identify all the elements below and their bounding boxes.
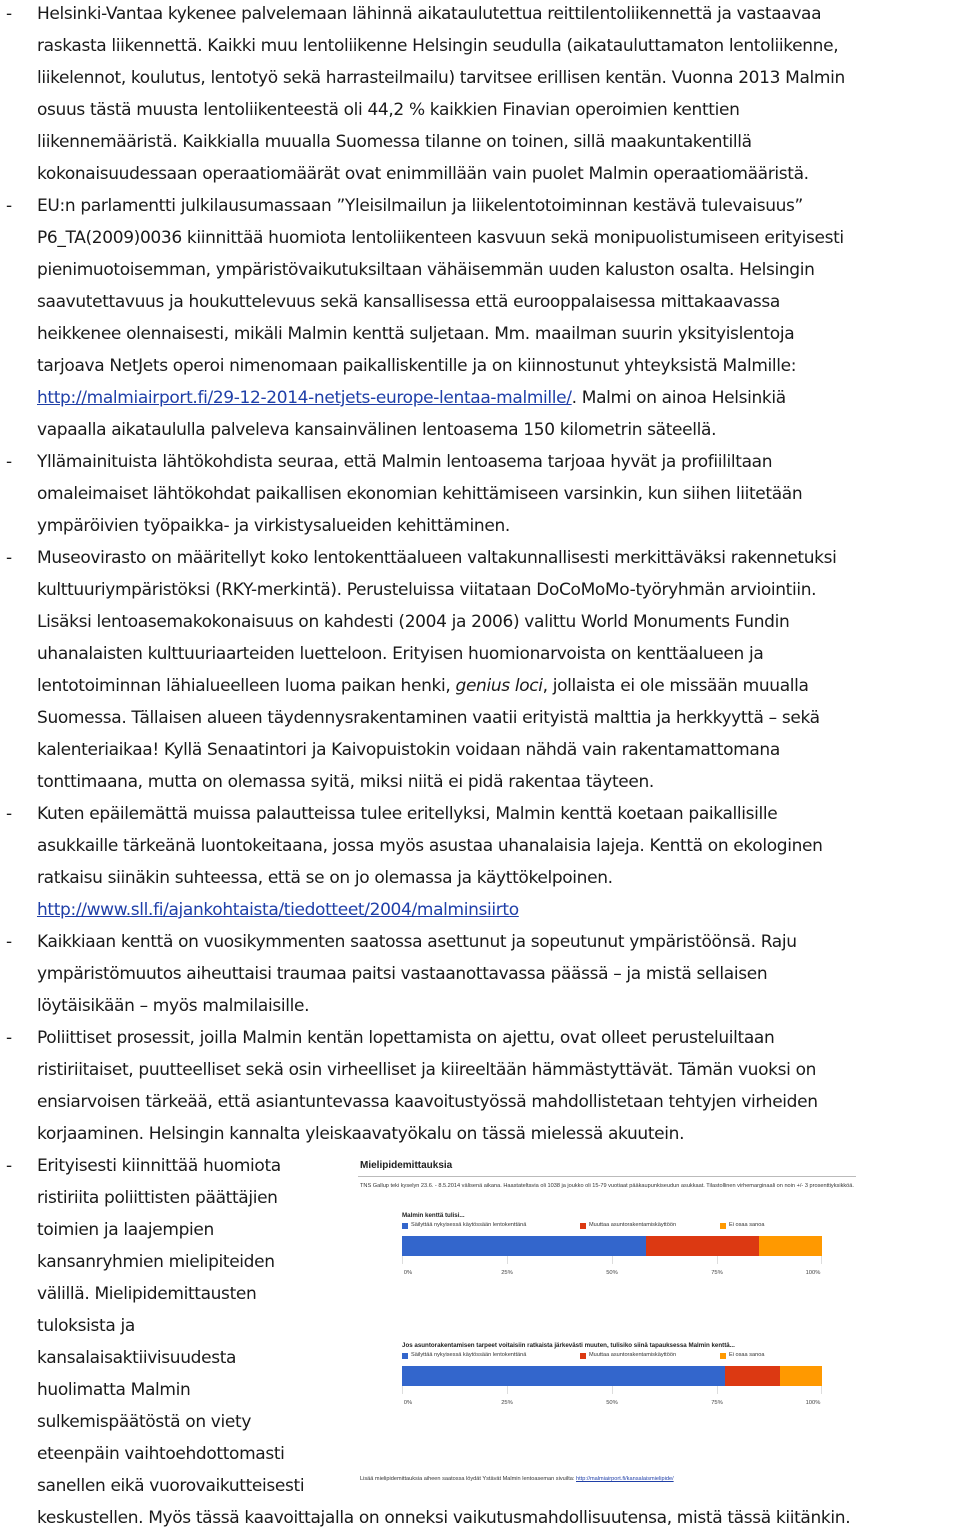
bullet-dash: - <box>6 804 13 824</box>
text-line: Erityisesti kiinnittää huomiota <box>37 1156 281 1176</box>
bullet-dash: - <box>6 1028 13 1048</box>
text-line: osuus tästä muusta lentoliikenteestä oli 44,2 % kaikkien Finavian operoimien kenttien <box>37 100 740 120</box>
bullet-dash: - <box>6 4 13 24</box>
bar-segment <box>402 1236 646 1256</box>
legend-label: Muuttaa asuntorakentamiskäyttöön <box>589 1352 677 1358</box>
bullet-dash: - <box>6 1156 13 1176</box>
legend-label: Muuttaa asuntorakentamiskäyttöön <box>589 1222 677 1228</box>
text-line: löytäisikään – myös malmilaisille. <box>37 996 310 1016</box>
text-line: kulttuuriympäristöksi (RKY-merkintä). Perusteluissa viitataan DoCoMoMo-työryhmän arviointiin. <box>37 580 817 600</box>
text-line: ristiriita poliittisten päättäjien <box>37 1188 278 1208</box>
text-line: huolimatta Malmin <box>37 1380 191 1400</box>
text-fragment: lentotoiminnan lähialueelleen luoma paikan henki, <box>37 676 456 696</box>
bar-segment <box>646 1236 759 1256</box>
text-line: P6_TA(2009)0036 kiinnittää huomiota lentoliikenteen kasvuun sekä monipuolistumiseen erityisesti <box>37 228 844 248</box>
text-line: kansalaisaktiivisuudesta <box>37 1348 237 1368</box>
text-line: Lisäksi lentoasemakokonaisuus on kahdesti (2004 ja 2006) valittu World Monuments Fundin <box>37 612 790 632</box>
chart-title: Malmin kenttä tulisi... <box>402 1212 465 1219</box>
figure-footer-link[interactable]: http://malmiairport.fi/kansalaismielipide/ <box>576 1476 674 1482</box>
text-line: kokonaisuudessaan operaatiomäärät ovat enimmillään vain puolet Malmin operaatiomääristä. <box>37 164 809 184</box>
legend-label: Säilyttää nykyisessä käytössään lentokenttänä <box>411 1352 527 1358</box>
text-line: kansanryhmien mielipiteiden <box>37 1252 275 1272</box>
tick-label: 50% <box>606 1400 618 1406</box>
text-line: Kaikkiaan kenttä on vuosikymmenten saatossa asettunut ja sopeutunut ympäristöönsä. Raju <box>37 932 797 952</box>
text-line: tarjoava NetJets operoi nimenomaan paikalliskentille ja on kiinnostunut yhteyksistä Malmille: <box>37 356 797 376</box>
legend-swatch <box>720 1223 726 1229</box>
chart-plot-area <box>402 1236 822 1268</box>
text-line: Suomessa. Tällaisen alueen täydennysrakentaminen vaatii erityistä malttia ja herkkyyttä – sekä <box>37 708 820 728</box>
tick-label: 25% <box>501 1400 513 1406</box>
tick-label: 25% <box>501 1270 513 1276</box>
text-line: liikennemääristä. Kaikkialla muualla Suomessa tilanne on toinen, sillä maakuntakentillä <box>37 132 752 152</box>
legend-label: Säilyttää nykyisessä käytössään lentokenttänä <box>411 1222 527 1228</box>
italic-phrase: genius loci <box>455 676 543 696</box>
text-line <box>37 675 809 697</box>
text-line: pienimuotoisemman, ympäristövaikutuksiltaan vähäisemmän uuden kaluston osalta. Helsingin <box>37 260 815 280</box>
text-line: ympäröivien työpaikka- ja virkistysalueiden kehittäminen. <box>37 516 510 536</box>
legend-swatch <box>720 1353 726 1359</box>
legend-swatch <box>580 1353 586 1359</box>
tick-label: 100% <box>805 1270 821 1276</box>
hyperlink[interactable]: http://malmiairport.fi/29-12-2014-netjets-europe-lentaa-malmille/ <box>37 388 572 408</box>
figure-note: TNS Gallup teki kyselyn 23.6. - 8.5.2014 välisenä aikana. Haastateltavia oli 1038 ja joukko oli 15-79 vuotiaat pääkaupunkiseudun asukkaat. Tilastollinen virhemarginaali on noin +/- 3 prosenttiyksikköä. <box>360 1183 854 1189</box>
text-line: Yllämainituista lähtökohdista seuraa, että Malmin lentoasema tarjoaa hyvät ja profiililtaan <box>37 452 773 472</box>
figure-divider <box>358 1176 856 1177</box>
text-line <box>37 899 519 921</box>
bar-segment <box>725 1366 780 1386</box>
text-line: ensiarvoisen tärkeää, että asiantuntevassa kaavoitustyössä mahdollistetaan tehtyjen virheiden <box>37 1092 818 1112</box>
figure-footer <box>360 1476 674 1482</box>
legend-swatch <box>580 1223 586 1229</box>
x-axis <box>402 1270 822 1280</box>
bar-segment <box>402 1366 725 1386</box>
text-line <box>37 387 786 409</box>
bar-segment <box>780 1366 822 1386</box>
text-line: heikkenee olennaisesti, mikäli Malmin kenttä suljetaan. Mm. maailman suurin yksityislentoja <box>37 324 795 344</box>
text-line: saavutettavuus ja houkuttelevuus sekä kansallisessa että eurooppalaisessa mittakaavassa <box>37 292 780 312</box>
figure-footer-text: Lisää mielipidemittauksia aiheen saatossa löydät Ystävät Malmin lentoaseman sivuilta: <box>360 1476 576 1482</box>
bullet-dash: - <box>6 932 13 952</box>
chart-title: Jos asuntorakentamisen tarpeet voitaisiin ratkaista järkevästi muuten, tulisiko siinä tapauksessa Malmin kenttä... <box>402 1342 735 1349</box>
legend-swatch <box>402 1353 408 1359</box>
tick-label: 75% <box>711 1400 723 1406</box>
chart-plot-area <box>402 1366 822 1398</box>
bullet-dash: - <box>6 548 13 568</box>
opinion-poll-figure <box>358 1160 856 1492</box>
text-line: ristiriitaiset, puutteelliset sekä osin virheelliset ja kiireeltään hämmästyttävät. Tämän vuoksi on <box>37 1060 817 1080</box>
text-line: raskasta liikennettä. Kaikki muu lentoliikenne Helsingin seudulla (aikatauluttamaton lentoliikenne, <box>37 36 839 56</box>
legend-label: Ei osaa sanoa <box>729 1222 765 1228</box>
text-fragment: , jollaista ei ole missään muualla <box>542 676 809 696</box>
text-line: omaleimaiset lähtökohdat paikallisen ekonomian kehittämiseen varsinkin, kun siihen liitetään <box>37 484 803 504</box>
text-line: eteenpäin vaihtoehdottomasti <box>37 1444 285 1464</box>
text-line: asukkaille tärkeänä luontokeitaana, jossa myös asustaa uhanalaisia lajeja. Kenttä on ekologinen <box>37 836 823 856</box>
text-line: ympäristömuutos aiheuttaisi traumaa paitsi vastaanottavassa päässä – ja mistä sellaisen <box>37 964 768 984</box>
text-line: toimien ja laajempien <box>37 1220 214 1240</box>
poll-chart-1 <box>402 1212 822 1292</box>
text-line: keskustellen. Myös tässä kaavoittajalla on onneksi vaikutusmahdollisuutensa, mistä tässä kiitänkin. <box>37 1508 851 1528</box>
poll-chart-2 <box>402 1342 822 1422</box>
hyperlink[interactable]: http://www.sll.fi/ajankohtaista/tiedotteet/2004/malminsiirto <box>37 900 519 920</box>
tick-label: 50% <box>606 1270 618 1276</box>
text-line: uhanalaisten kulttuuriaarteiden luetteloon. Erityisen huomionarvoista on kenttäalueen ja <box>37 644 764 664</box>
tick-label: 0% <box>403 1270 413 1276</box>
text-line: kalenteriaikaa! Kyllä Senaatintori ja Kaivopuistokin voidaan nähdä vain rakentamattomana <box>37 740 780 760</box>
text-line: sulkemispäätöstä on viety <box>37 1412 252 1432</box>
text-line: vapaalla aikataululla palveleva kansainvälinen lentoasema 150 kilometrin säteellä. <box>37 420 717 440</box>
bullet-dash: - <box>6 196 13 216</box>
tick-label: 100% <box>805 1400 821 1406</box>
legend-swatch <box>402 1223 408 1229</box>
tick-label: 0% <box>403 1400 413 1406</box>
bullet-dash: - <box>6 452 13 472</box>
text-line: Poliittiset prosessit, joilla Malmin kentän lopettamista on ajettu, ovat olleet perusteluiltaan <box>37 1028 775 1048</box>
bar-segment <box>759 1236 822 1256</box>
text-line: korjaaminen. Helsingin kannalta yleiskaavatyökalu on tässä mielessä akuutein. <box>37 1124 685 1144</box>
text-fragment: . Malmi on ainoa Helsinkiä <box>571 388 786 408</box>
figure-title: Mielipidemittauksia <box>360 1160 453 1171</box>
text-line: Helsinki-Vantaa kykenee palvelemaan lähinnä aikataulutettua reittilentoliikennettä ja vastaavaa <box>37 4 822 24</box>
text-line: ratkaisu siinäkin suhteessa, että se on jo olemassa ja käyttökelpoinen. <box>37 868 613 888</box>
text-line: EU:n parlamentti julkilausumassaan ”Yleisilmailun ja liikelentotoiminnan kestävä tulevaisuus” <box>37 196 804 216</box>
x-axis <box>402 1400 822 1410</box>
text-line: tonttimaana, mutta on olemassa syitä, miksi niitä ei pidä rakentaa täyteen. <box>37 772 654 792</box>
text-line: liikelennot, koulutus, lentotyö sekä harrasteilmailu) tarvitsee erillisen kentän. Vuonna 2013 Malmin <box>37 68 845 88</box>
text-line: Museovirasto on määritellyt koko lentokenttäalueen valtakunnallisesti merkittäväksi rakennetuksi <box>37 548 837 568</box>
tick-label: 75% <box>711 1270 723 1276</box>
text-line: välillä. Mielipidemittausten <box>37 1284 257 1304</box>
legend-label: Ei osaa sanoa <box>729 1352 765 1358</box>
text-line: sanellen eikä vuorovaikutteisesti <box>37 1476 305 1496</box>
text-line: tuloksista ja <box>37 1316 135 1336</box>
text-line: Kuten epäilemättä muissa palautteissa tulee eritellyksi, Malmin kenttä koetaan paikallisille <box>37 804 778 824</box>
